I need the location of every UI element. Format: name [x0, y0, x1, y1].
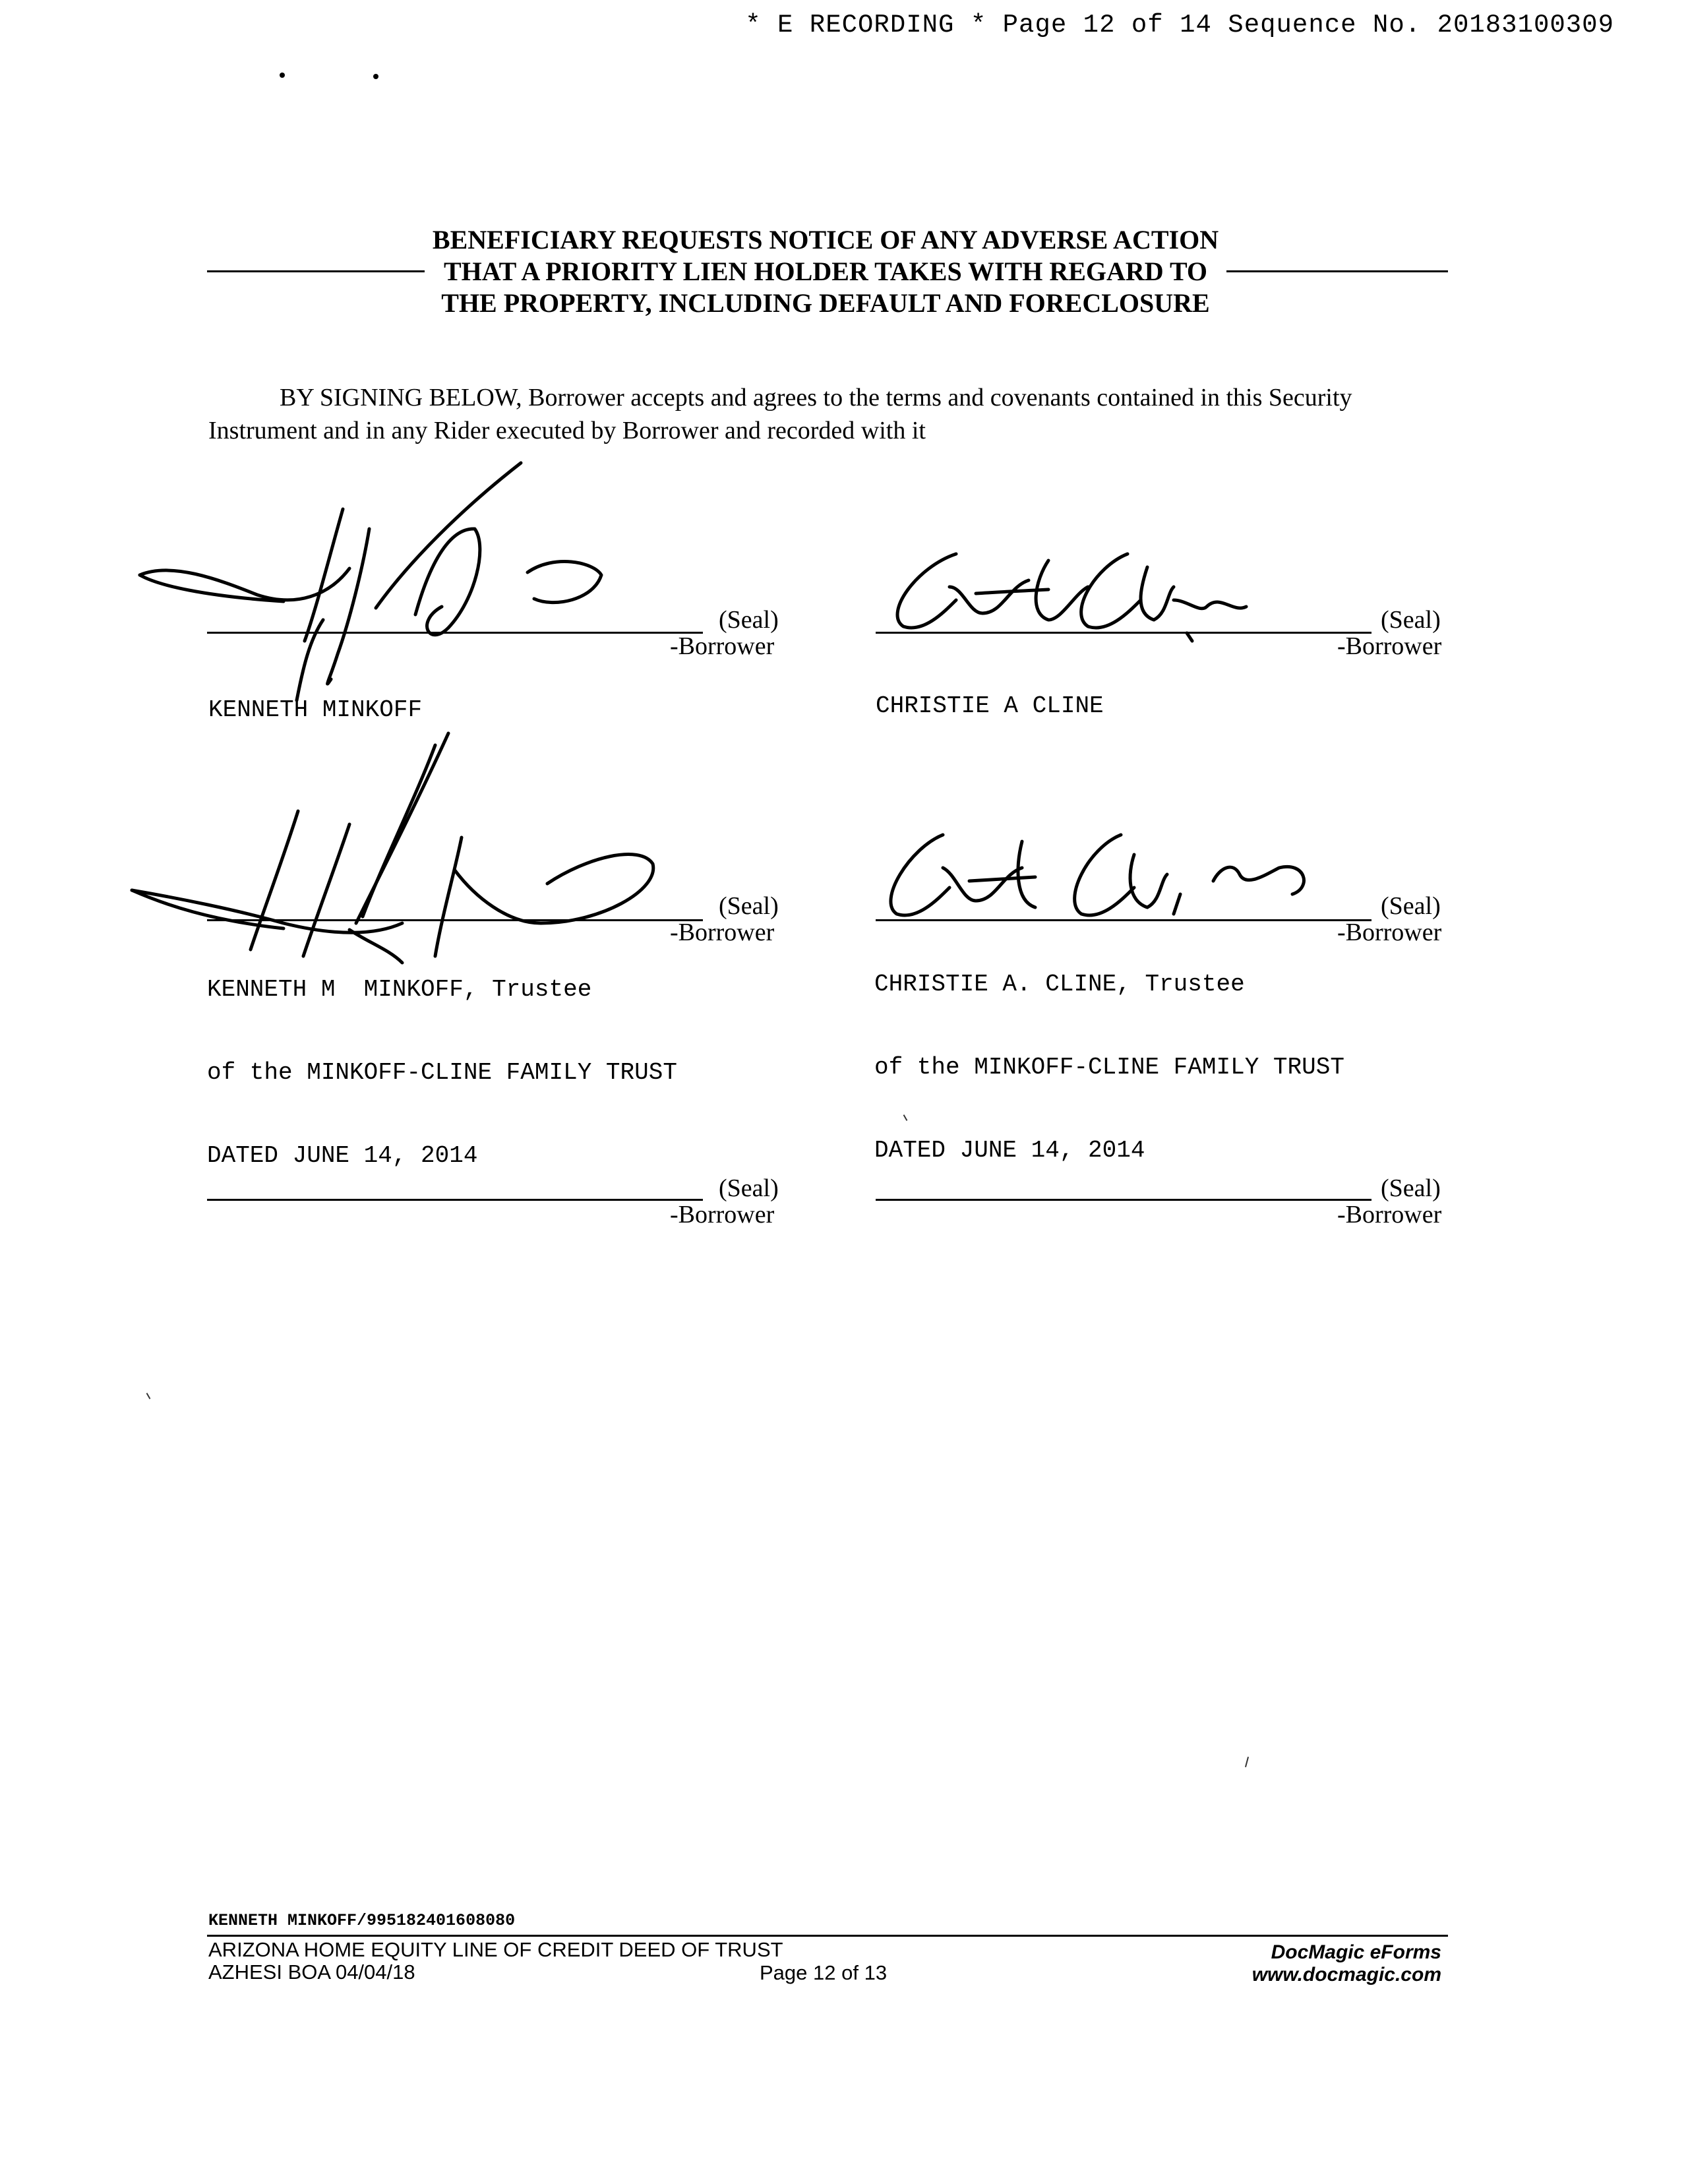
- seal-label-4: (Seal): [1381, 892, 1441, 920]
- footer-form-title: ARIZONA HOME EQUITY LINE OF CREDIT DEED OF TRUST: [208, 1938, 783, 1961]
- intro-paragraph: [208, 381, 1448, 447]
- intro-text: BY SIGNING BELOW, Borrower accepts and agrees to the terms and covenants contained in this Security Instrument and in any Rider executed by Borrower and recorded with it: [208, 384, 1352, 444]
- seal-label-3: (Seal): [719, 892, 779, 920]
- signer-name-3: KENNETH M MINKOFF, Trustee of the MINKOFF-CLINE FAMILY TRUST DATED JUNE 14, 2014: [207, 976, 677, 1169]
- seal-label-5: (Seal): [719, 1174, 779, 1202]
- footer-form-code: AZHESI BOA 04/04/18: [208, 1960, 415, 1984]
- footer-page-number: Page 12 of 13: [760, 1961, 888, 1984]
- notice-rule-right: [1226, 270, 1448, 272]
- signature-line-5: [207, 1199, 703, 1201]
- signer-name-2: CHRISTIE A CLINE: [876, 692, 1104, 719]
- footer-rule: [207, 1935, 1448, 1937]
- scan-mark: [146, 1393, 151, 1399]
- borrower-label-6: -Borrower: [1337, 1201, 1442, 1228]
- docmagic-logo: DocMagic eForms: [1271, 1941, 1441, 1963]
- borrower-label-2: -Borrower: [1337, 632, 1442, 660]
- seal-label-2: (Seal): [1381, 606, 1441, 634]
- borrower-label-3: -Borrower: [670, 919, 775, 946]
- notice-line-1: BENEFICIARY REQUESTS NOTICE OF ANY ADVERSE ACTION: [432, 225, 1219, 255]
- scan-mark: [1245, 1757, 1249, 1767]
- scan-speck: [280, 73, 285, 78]
- signer-name-4: CHRISTIE A. CLINE, Trustee of the MINKOFF-CLINE FAMILY TRUST DATED JUNE 14, 2014: [874, 971, 1344, 1164]
- signature-line-6: [876, 1199, 1372, 1201]
- recording-header: * E RECORDING * Page 12 of 14 Sequence No. 20183100309: [745, 11, 1614, 40]
- notice-line-2: THAT A PRIORITY LIEN HOLDER TAKES WITH REGARD TO: [443, 257, 1208, 286]
- seal-label-1: (Seal): [719, 606, 779, 634]
- borrower-label-5: -Borrower: [670, 1201, 775, 1228]
- footer-loan-id: KENNETH MINKOFF/995182401608080: [208, 1911, 516, 1930]
- signature-line-1: [207, 632, 703, 634]
- footer-brand: [1160, 1941, 1441, 1986]
- footer-form-info: [208, 1939, 783, 1984]
- notice-rule-left: [207, 270, 425, 272]
- docmagic-url: www.docmagic.com: [1251, 1964, 1441, 1986]
- scan-speck: [373, 74, 378, 79]
- borrower-label-1: -Borrower: [670, 632, 775, 660]
- seal-label-6: (Seal): [1381, 1174, 1441, 1202]
- signature-christie-cline: [877, 541, 1273, 653]
- notice-line-3: THE PROPERTY, INCLUDING DEFAULT AND FORECLOSURE: [441, 288, 1210, 318]
- signature-line-2: [876, 632, 1372, 634]
- signer-name-1: KENNETH MINKOFF: [208, 696, 423, 723]
- borrower-label-4: -Borrower: [1337, 919, 1442, 946]
